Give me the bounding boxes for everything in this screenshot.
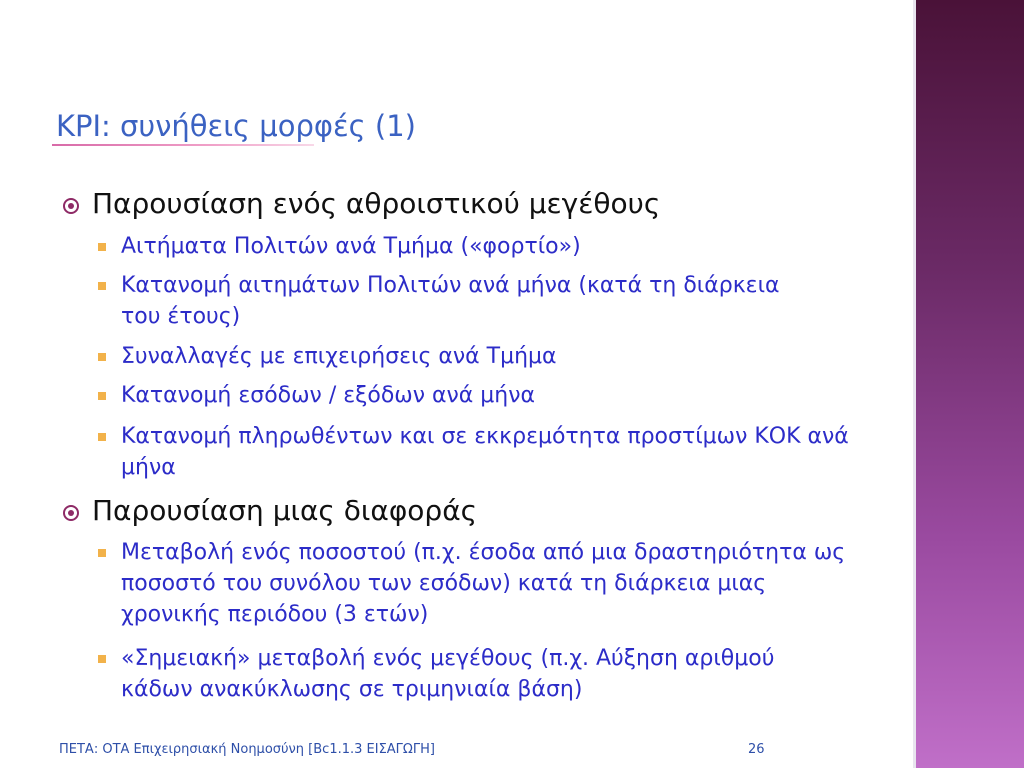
list-item: «Σημειακή» μεταβολή ενός μεγέθους (π.χ. Αύξηση αριθμού κάδων ανακύκλωσης σε τριμηνιαία βάση)	[121, 646, 775, 702]
item-bullet-icon	[98, 433, 106, 441]
item-bullet-icon	[98, 655, 106, 663]
slide-title: KPI: συνήθεις μορφές (1)	[56, 109, 416, 143]
item-bullet-icon	[98, 282, 106, 290]
section-heading: Παρουσίαση ενός αθροιστικού μεγέθους	[92, 187, 661, 220]
list-item: Μεταβολή ενός ποσοστού (π.χ. έσοδα από μια δραστηριότητα ως ποσοστό του συνόλου των εσόδων) κατά τη διάρκεια μιας χρονικής περιόδου (3 ετών)	[121, 540, 846, 627]
page-number: 26	[748, 742, 765, 757]
list-item: Συναλλαγές με επιχειρήσεις ανά Τμήμα	[121, 344, 557, 369]
item-bullet-icon	[98, 243, 106, 251]
list-item: Κατανομή εσόδων / εξόδων ανά μήνα	[121, 383, 536, 408]
section-bullet-icon	[63, 198, 79, 214]
list-item: Κατανομή πληρωθέντων και σε εκκρεμότητα προστίμων ΚΟΚ ανά μήνα	[121, 424, 849, 480]
item-bullet-icon	[98, 353, 106, 361]
section-heading: Παρουσίαση μιας διαφοράς	[92, 494, 478, 527]
item-bullet-icon	[98, 549, 106, 557]
list-item: Κατανομή αιτημάτων Πολιτών ανά μήνα (κατά τη διάρκεια του έτους)	[121, 273, 780, 329]
decorative-side-band	[913, 0, 1024, 768]
item-bullet-icon	[98, 392, 106, 400]
list-item: Αιτήματα Πολιτών ανά Τμήμα («φορτίο»)	[121, 234, 581, 259]
section-bullet-icon	[63, 505, 79, 521]
footer-text: ΠΕΤΑ: ΟΤΑ Επιχειρησιακή Νοημοσύνη [Bc1.1.3 ΕΙΣΑΓΩΓΗ]	[59, 742, 435, 757]
